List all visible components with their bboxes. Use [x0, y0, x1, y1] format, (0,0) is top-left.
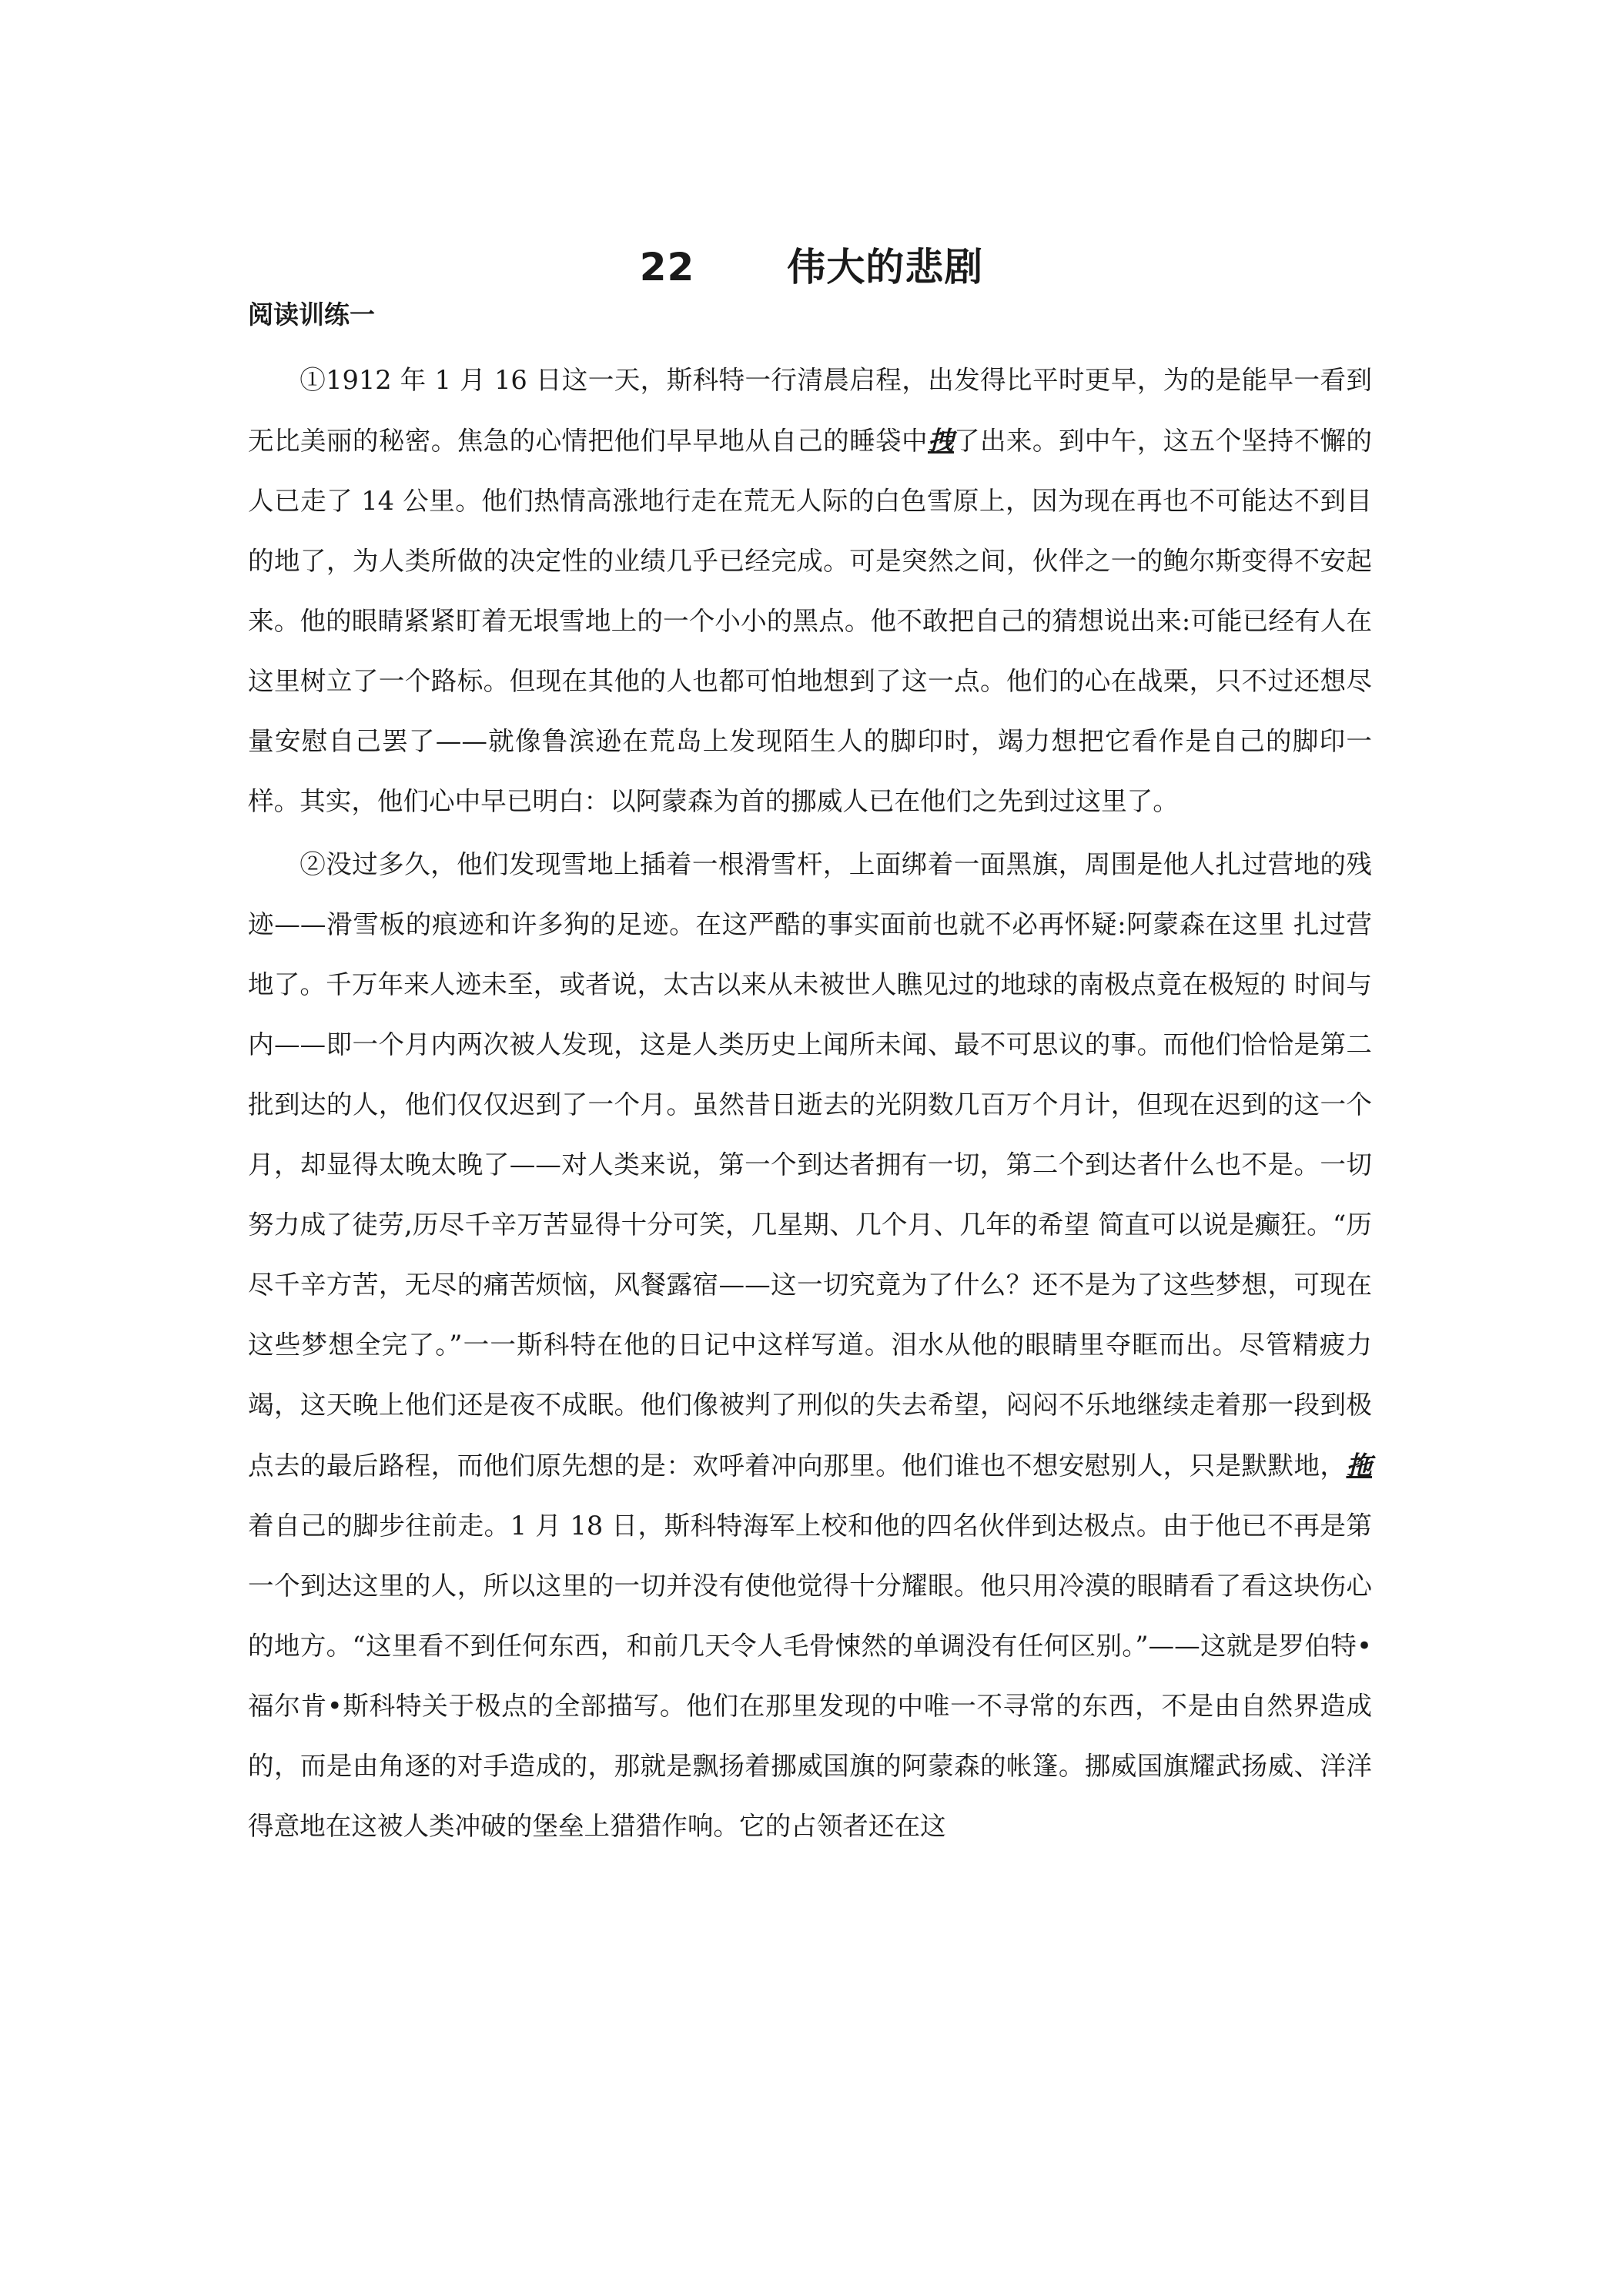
- lesson-number: 22: [639, 244, 695, 290]
- lesson-title: 伟大的悲剧: [787, 244, 984, 290]
- paragraph-2: [248, 835, 1372, 1856]
- paragraph-1-text-a: ①1912 年 1 月 16 日这一天，斯科特一行清晨启程，出发得比平时更早，为的是能早一看到无比美丽的秘密。焦急的心情把他们早早地从自己的睡袋中: [248, 365, 1372, 456]
- paragraph-2-text-b: 着自己的脚步往前走。1 月 18 日，斯科特海军上校和他的四名伙伴到达极点。由于他已不再是第一个到达这里的人，所以这里的一切并没有使他觉得十分耀眼。他只用冷漠的眼睛看了看这块伤心的地方。“这里看不到任何东西，和前几天令人毛骨悚然的单调没有任何区别。”——这就是罗伯特•福尔肯•斯科特关于极点的全部描写。他们在那里发现的中唯一不寻常的东西，不是由自然界造成的，而是由角逐的对手造成的，那就是飘扬着挪威国旗的阿蒙森的帐篷。挪威国旗耀武扬威、洋洋得意地在这被人类冲破的堡垒上猎猎作响。它的占领者还在这: [248, 1511, 1372, 1841]
- article-body: [248, 350, 1372, 1856]
- highlighted-word-zhuai: 拽: [928, 425, 954, 456]
- highlighted-word-tuo: 拖: [1346, 1450, 1372, 1481]
- paragraph-1-text-b: 了出来。到中午，这五个坚持不懈的人已走了 14 公里。他们热情高涨地行走在荒无人际的白色雪原上，因为现在再也不可能达不到目的地了，为人类所做的决定性的业绩几乎已经完成。可是突然之间，伙伴之一的鲍尔斯变得不安起来。他的眼睛紧紧盯着无垠雪地上的一个小小的黑点。他不敢把自己的猜想说出来:可能已经有人在这里树立了一个路标。但现在其他的人也都可怕地想到了这一点。他们的心在战栗，只不过还想尽量安慰自己罢了——就像鲁滨逊在荒岛上发现陌生人的脚印时，竭力想把它看作是自己的脚印一样。其实，他们心中早已明白：以阿蒙森为首的挪威人已在他们之先到过这里了。: [248, 426, 1372, 816]
- paragraph-1: [248, 350, 1372, 832]
- page-title: [0, 240, 1623, 294]
- section-heading: 阅读训练一: [248, 300, 375, 330]
- paragraph-2-text-a: ②没过多久，他们发现雪地上插着一根滑雪杆，上面绑着一面黑旗，周围是他人扎过营地的残迹——滑雪板的痕迹和许多狗的足迹。在这严酷的事实面前也就不必再怀疑:阿蒙森在这里 扎过营地了。千万年来人迹未至，或者说，太古以来从未被世人瞧见过的地球的南极点竟在极短的 时间与内——即一个月内两次被人发现，这是人类历史上闻所未闻、最不可思议的事。而他们恰恰是第二批到达的人，他们仅仅迟到了一个月。虽然昔日逝去的光阴数几百万个月计，但现在迟到的这一个月，却显得太晚太晚了——对人类来说，第一个到达者拥有一切，第二个到达者什么也不是。一切努力成了徒劳,历尽千辛万苦显得十分可笑，几星期、几个月、几年的希望 简直可以说是癫狂。“历尽千辛方苦，无尽的痛苦烦恼，风餐露宿——这一切究竟为了什么？还不是为了这些梦想，可现在这些梦想全完了。”一一斯科特在他的日记中这样写道。泪水从他的眼睛里夺眶而出。尽管精疲力竭，这天晚上他们还是夜不成眠。他们像被判了刑似的失去希望，闷闷不乐地继续走着那一段到极点去的最后路程，而他们原先想的是：欢呼着冲向那里。他们谁也不想安慰别人，只是默默地，: [248, 849, 1372, 1481]
